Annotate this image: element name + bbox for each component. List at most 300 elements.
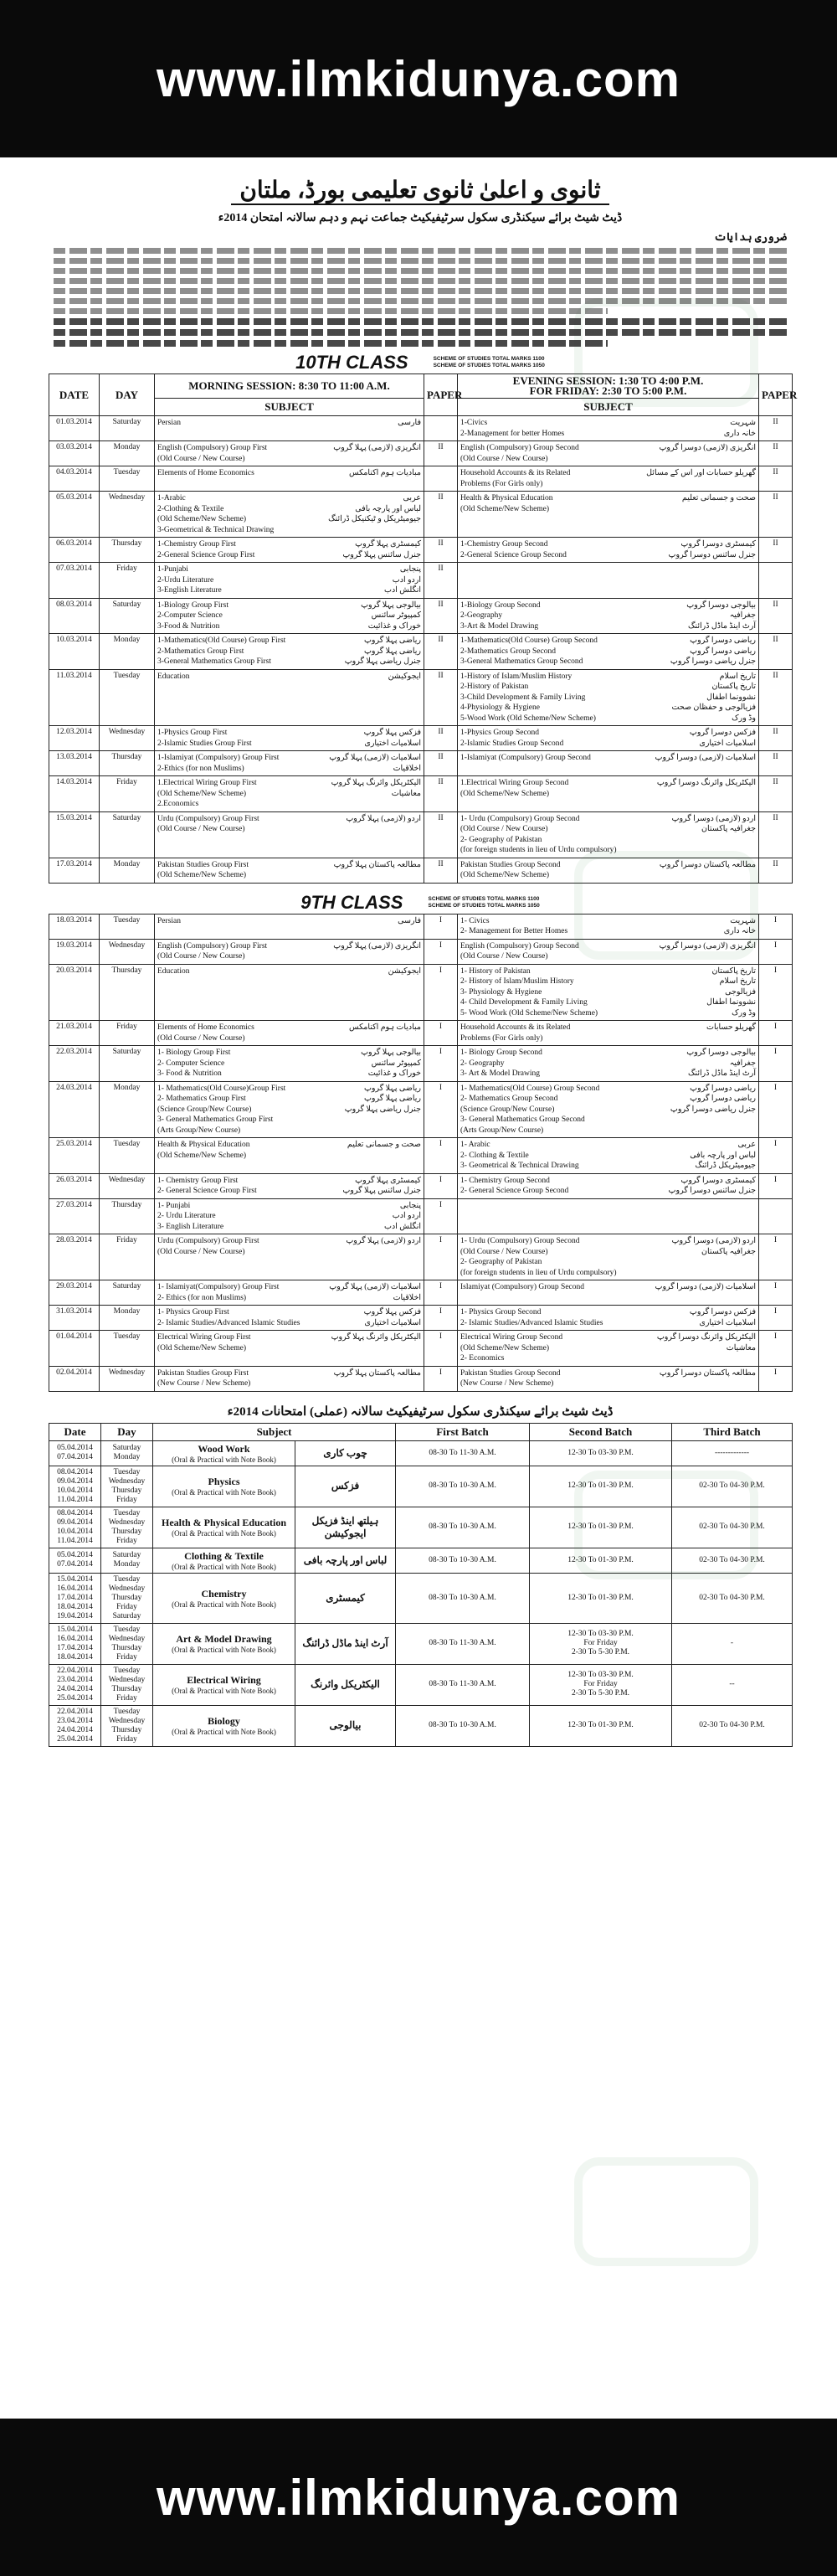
exam-row — [49, 416, 793, 441]
exam-row — [49, 1173, 793, 1198]
morning-subject — [155, 1081, 424, 1138]
morning-subject-english: Persian — [157, 916, 181, 925]
second-batch-time: 12-30 To 01-30 P.M. — [530, 1548, 672, 1573]
evening-subject — [458, 1198, 759, 1234]
morning-paper: II — [424, 441, 458, 466]
evening-subject-english: 1-Chemistry Group Second 2-General Science Group Second — [460, 540, 567, 559]
evening-subject — [458, 598, 759, 634]
exam-row — [49, 1198, 793, 1234]
exam-row — [49, 964, 793, 1021]
evening-subject-english: Household Accounts & its Related Problems (For Girls only) — [460, 469, 571, 488]
morning-subject-english: Pakistan Studies Group First (New Course / New Scheme) — [157, 1368, 251, 1388]
morning-subject-english: Education — [157, 966, 190, 976]
evening-subject-english: 1-Mathematics(Old Course) Group Second 2-Mathematics Group Second 3-General Mathematics Group Second — [460, 636, 598, 666]
evening-subject-urdu: بیالوجی دوسرا گروپ جغرافیہ آرٹ اینڈ ماڈل ڈرائنگ — [686, 600, 756, 631]
morning-subject — [155, 1173, 424, 1198]
morning-subject — [155, 1021, 424, 1046]
practical-subject-note: (Oral & Practical with Note Book) — [172, 1529, 276, 1538]
board-title: ثانوی و اعلیٰ ثانوی تعلیمی بورڈ، ملتان — [49, 176, 792, 204]
evening-paper: II — [759, 441, 793, 466]
morning-subject — [155, 1366, 424, 1391]
second-batch-time: 12-30 To 01-30 P.M. — [530, 1573, 672, 1623]
evening-paper: II — [759, 669, 793, 726]
morning-subject-english: Persian — [157, 419, 181, 427]
practical-subject-name: Art & Model Drawing — [176, 1633, 272, 1645]
practical-days: Saturday Monday — [101, 1440, 153, 1466]
exam-row — [49, 492, 793, 538]
evening-paper: II — [759, 726, 793, 751]
morning-subject — [155, 964, 424, 1021]
morning-subject-urdu: اسلامیات (لازمی) پہلا گروپ اخلاقیات — [329, 1283, 421, 1302]
instructions-heading: ضروری ہدایات — [713, 230, 787, 243]
evening-subject — [458, 751, 759, 776]
exam-row — [49, 1234, 793, 1280]
practical-subject-note: (Oral & Practical with Note Book) — [172, 1600, 276, 1609]
evening-subject-urdu: شہریت خانہ داری — [723, 419, 756, 438]
exam-day: Tuesday — [100, 1138, 155, 1174]
morning-subject-english: 1-Physics Group First 2-Islamic Studies Group First — [157, 729, 252, 748]
evening-subject-urdu: فزکس دوسرا گروپ اسلامیات اختیاری — [689, 1308, 756, 1327]
practical-subject-urdu: الیکٹریکل وائرنگ — [295, 1664, 396, 1705]
exam-day: Thursday — [100, 751, 155, 776]
evening-subject-urdu: اسلامیات (لازمی) دوسرا گروپ — [655, 754, 756, 762]
morning-subject-english: Urdu (Compulsory) Group First (Old Course / New Course) — [157, 1237, 259, 1256]
exam-day: Wednesday — [100, 1366, 155, 1391]
evening-paper: II — [759, 598, 793, 634]
class9-rows — [49, 914, 793, 1391]
morning-subject — [155, 598, 424, 634]
morning-subject — [155, 858, 424, 883]
morning-subject-english: Elements of Home Economics (Old Course / New Course) — [157, 1023, 254, 1043]
class9-scheme-note: SCHEME OF STUDIES TOTAL MARKS 1100 SCHEME OF STUDIES TOTAL MARKS 1050 — [428, 895, 540, 909]
evening-subject-urdu: گھریلو حسابات — [706, 1023, 756, 1032]
exam-date: 07.03.2014 — [49, 563, 100, 599]
practical-days: Tuesday Wednesday Thursday Friday — [101, 1466, 153, 1507]
morning-subject — [155, 1138, 424, 1174]
evening-subject — [458, 776, 759, 812]
exam-date: 27.03.2014 — [49, 1198, 100, 1234]
evening-paper: I — [759, 939, 793, 964]
subject-header: SUBJECT — [458, 399, 759, 416]
exam-day: Saturday — [100, 1046, 155, 1082]
morning-paper: I — [424, 1173, 458, 1198]
third-batch-time: 02-30 To 04-30 P.M. — [672, 1705, 793, 1746]
morning-subject-english: Elements of Home Economics — [157, 469, 254, 477]
morning-paper: II — [424, 811, 458, 858]
morning-subject-urdu: ریاضی پہلا گروپ ریاضی پہلا گروپ جنرل ریاضی پہلا گروپ — [344, 1084, 421, 1114]
morning-subject-english: Urdu (Compulsory) Group First (Old Course / New Course) — [157, 814, 259, 833]
morning-subject — [155, 1306, 424, 1331]
evening-subject — [458, 563, 759, 599]
evening-subject — [458, 1021, 759, 1046]
exam-day: Tuesday — [100, 669, 155, 726]
evening-paper: I — [759, 1081, 793, 1138]
morning-paper: II — [424, 726, 458, 751]
practical-subject — [153, 1507, 295, 1548]
evening-subject — [458, 1366, 759, 1391]
morning-paper: II — [424, 634, 458, 670]
class10-table — [49, 374, 798, 884]
date-sheet-subtitle: ڈیٹ شیٹ برائے سیکنڈری سکول سرٹیفیکیٹ جماعت نہم و دہم سالانہ امتحان 2014ء — [218, 212, 623, 224]
practical-subject-urdu: ہیلتھ اینڈ فزیکل ایجوکیشن — [295, 1507, 396, 1548]
evening-subject-english: 1.Electrical Wiring Group Second (Old Scheme/New Scheme) — [460, 779, 569, 798]
morning-paper: II — [424, 776, 458, 812]
morning-subject-english: 1-Mathematics(Old Course) Group First 2-Mathematics Group First 3-General Mathematics Group First — [157, 636, 286, 666]
morning-subject-urdu: اردو (لازمی) پہلا گروپ — [346, 814, 421, 823]
morning-paper: I — [424, 964, 458, 1021]
morning-subject — [155, 811, 424, 858]
evening-subject-urdu: اردو (لازمی) دوسرا گروپ جغرافیہ پاکستان — [671, 814, 756, 833]
exam-date: 31.03.2014 — [49, 1306, 100, 1331]
evening-subject — [458, 964, 759, 1021]
first-batch-time: 08-30 To 10-30 A.M. — [396, 1573, 530, 1623]
morning-subject-english: Education — [157, 672, 190, 681]
exam-row — [49, 563, 793, 599]
exam-row — [49, 538, 793, 563]
practical-dates: 22.04.2014 23.04.2014 24.04.2014 25.04.2014 — [49, 1705, 101, 1746]
morning-subject-english: 1-Biology Group First 2-Computer Science 3-Food & Nutrition — [157, 600, 229, 631]
morning-subject — [155, 939, 424, 964]
practical-subject-name: Chemistry — [201, 1587, 247, 1600]
exam-row — [49, 1306, 793, 1331]
exam-day: Friday — [100, 1021, 155, 1046]
practical-days: Tuesday Wednesday Thursday Friday — [101, 1664, 153, 1705]
second-batch-time: 12-30 To 01-30 P.M. — [530, 1705, 672, 1746]
morning-paper: I — [424, 1306, 458, 1331]
third-batch-time: 02-30 To 04-30 P.M. — [672, 1507, 793, 1548]
practical-subject-note: (Oral & Practical with Note Book) — [172, 1728, 276, 1736]
practical-subject-name: Health & Physical Education — [161, 1517, 286, 1528]
morning-subject — [155, 538, 424, 563]
evening-subject-english: 1- Chemistry Group Second 2- General Science Group Second — [460, 1176, 569, 1195]
morning-subject-english: 1-Chemistry Group First 2-General Science Group First — [157, 540, 255, 559]
evening-subject-urdu: شہریت خانہ داری — [723, 916, 756, 935]
exam-day: Wednesday — [100, 1173, 155, 1198]
morning-subject-english: Electrical Wiring Group First (Old Scheme/New Scheme) — [157, 1333, 251, 1352]
exam-date: 21.03.2014 — [49, 1021, 100, 1046]
evening-subject — [458, 669, 759, 726]
evening-subject-english: Islamiyat (Compulsory) Group Second — [460, 1283, 585, 1291]
morning-paper: II — [424, 538, 458, 563]
evening-paper: II — [759, 416, 793, 441]
exam-row — [49, 1046, 793, 1082]
evening-subject — [458, 492, 759, 538]
exam-day: Thursday — [100, 964, 155, 1021]
evening-subject — [458, 441, 759, 466]
morning-subject-english: English (Compulsory) Group First (Old Course / New Course) — [157, 941, 268, 961]
practical-row — [49, 1623, 793, 1664]
exam-day: Saturday — [100, 416, 155, 441]
watermark-logo-icon — [574, 2157, 758, 2266]
exam-row — [49, 1138, 793, 1174]
exam-row — [49, 1331, 793, 1367]
practical-dates: 08.04.2014 09.04.2014 10.04.2014 11.04.2014 — [49, 1466, 101, 1507]
exam-row — [49, 1081, 793, 1138]
evening-paper: II — [759, 634, 793, 670]
morning-paper: I — [424, 1331, 458, 1367]
practical-subject-urdu: فزکس — [295, 1466, 396, 1507]
morning-paper: I — [424, 1198, 458, 1234]
evening-paper: I — [759, 1138, 793, 1174]
exam-date: 08.03.2014 — [49, 598, 100, 634]
day-header: DAY — [100, 374, 155, 416]
evening-paper: I — [759, 1234, 793, 1280]
morning-subject-urdu: کیمسٹری پہلا گروپ جنرل سائنس پہلا گروپ — [342, 540, 421, 559]
site-banner-bottom: www.ilmkidunya.com — [0, 2419, 837, 2576]
exam-date: 15.03.2014 — [49, 811, 100, 858]
morning-subject-urdu: صحت و جسمانی تعلیم — [347, 1141, 421, 1149]
class10-title: 10TH CLASS — [295, 352, 408, 373]
evening-subject-urdu: الیکٹریکل وائرنگ دوسرا گروپ — [656, 779, 756, 787]
exam-row — [49, 466, 793, 492]
first-batch-time: 08-30 To 10-30 A.M. — [396, 1466, 530, 1507]
evening-paper: I — [759, 914, 793, 939]
first-batch-time: 08-30 To 10-30 A.M. — [396, 1507, 530, 1548]
third-batch-time: 02-30 To 04-30 P.M. — [672, 1548, 793, 1573]
morning-subject-urdu: انگریزی (لازمی) پہلا گروپ — [333, 444, 421, 452]
morning-subject-english: 1-Arabic 2-Clothing & Textile (Old Scheme/New Scheme) 3-Geometrical & Technical Drawing — [157, 494, 275, 534]
exam-day: Monday — [100, 441, 155, 466]
practical-subject-note: (Oral & Practical with Note Book) — [172, 1646, 276, 1654]
morning-paper: II — [424, 563, 458, 599]
third-batch-time: -- — [672, 1664, 793, 1705]
morning-subject — [155, 1331, 424, 1367]
morning-paper — [424, 466, 458, 492]
exam-row — [49, 726, 793, 751]
evening-subject — [458, 634, 759, 670]
evening-subject-urdu: تاریخ اسلام تاریخ پاکستان نشوونما اطفال فزیالوجی و حفظان صحت وڈ ورک — [671, 672, 756, 723]
evening-paper: II — [759, 751, 793, 776]
practical-subject — [153, 1664, 295, 1705]
morning-subject-urdu: مبادیات ہوم اکنامکس — [348, 1023, 421, 1032]
evening-subject-urdu: ریاضی دوسرا گروپ ریاضی دوسرا گروپ جنرل ریاضی دوسرا گروپ — [670, 1084, 756, 1114]
exam-day: Monday — [100, 858, 155, 883]
morning-subject-urdu: اسلامیات (لازمی) پہلا گروپ اخلاقیات — [329, 754, 421, 773]
exam-date: 04.03.2014 — [49, 466, 100, 492]
watermark-logo-icon — [574, 1471, 758, 1579]
evening-subject-urdu: مطالعہ پاکستان دوسرا گروپ — [659, 1368, 756, 1378]
morning-subject — [155, 914, 424, 939]
exam-date: 01.04.2014 — [49, 1331, 100, 1367]
morning-subject-urdu: ریاضی پہلا گروپ ریاضی پہلا گروپ جنرل ریاضی پہلا گروپ — [344, 636, 421, 666]
first-batch-time: 08-30 To 10-30 A.M. — [396, 1705, 530, 1746]
morning-subject — [155, 416, 424, 441]
morning-paper: I — [424, 1081, 458, 1138]
exam-row — [49, 669, 793, 726]
class10-rows — [49, 416, 793, 884]
morning-paper: II — [424, 858, 458, 883]
exam-date: 03.03.2014 — [49, 441, 100, 466]
evening-subject-english: 1- Biology Group Second 2- Geography 3- Art & Model Drawing — [460, 1048, 542, 1078]
second-batch-time: 12-30 To 01-30 P.M. — [530, 1466, 672, 1507]
exam-date: 28.03.2014 — [49, 1234, 100, 1280]
morning-subject-urdu: ایجوکیشن — [388, 672, 421, 681]
second-batch-time: 12-30 To 03-30 P.M. For Friday 2-30 To 5-30 P.M. — [530, 1664, 672, 1705]
morning-subject-urdu: عربی لباس اور پارچہ بافی جیومیٹریکل و ٹیکنیکل ڈرائنگ — [328, 494, 421, 523]
instructions-block — [49, 230, 792, 347]
practical-row — [49, 1573, 793, 1623]
exam-date: 19.03.2014 — [49, 939, 100, 964]
exam-row — [49, 441, 793, 466]
evening-subject — [458, 416, 759, 441]
third-batch-header: Third Batch — [672, 1423, 793, 1440]
evening-subject-english: 1-Civics 2-Management for better Homes — [460, 419, 565, 438]
evening-subject-english: 1- Arabic 2- Clothing & Textile 3- Geometrical & Technical Drawing — [460, 1141, 579, 1170]
evening-paper — [759, 563, 793, 599]
morning-subject — [155, 634, 424, 670]
practical-subject-urdu: چوب کاری — [295, 1440, 396, 1466]
morning-subject-urdu: کیمسٹری پہلا گروپ جنرل سائنس پہلا گروپ — [342, 1176, 421, 1195]
second-batch-time: 12-30 To 03-30 P.M. For Friday 2-30 To 5-30 P.M. — [530, 1623, 672, 1664]
practical-days: Saturday Monday — [101, 1548, 153, 1573]
morning-subject-urdu: مطالعہ پاکستان پہلا گروپ — [333, 1368, 421, 1378]
morning-subject-urdu: فارسی — [398, 419, 421, 427]
practical-days: Tuesday Wednesday Thursday Friday — [101, 1705, 153, 1746]
practical-subject-note: (Oral & Practical with Note Book) — [172, 1455, 276, 1464]
exam-day: Friday — [100, 776, 155, 812]
evening-subject — [458, 1306, 759, 1331]
morning-subject-urdu: انگریزی (لازمی) پہلا گروپ — [333, 941, 421, 951]
evening-subject-english: 1- Urdu (Compulsory) Group Second (Old Course / New Course) 2- Geography of Pakistan (for foreign students in lieu of Urdu compulsory) — [460, 1237, 617, 1277]
paper-header: PAPER — [424, 374, 458, 416]
evening-session-header: EVENING SESSION: 1:30 TO 4:00 P.M. FOR FRIDAY: 2:30 TO 5:00 P.M. — [458, 374, 759, 399]
exam-day: Monday — [100, 1306, 155, 1331]
evening-subject — [458, 1331, 759, 1367]
practical-subject-name: Physics — [208, 1476, 240, 1487]
exam-date: 11.03.2014 — [49, 669, 100, 726]
evening-paper: II — [759, 811, 793, 858]
exam-date: 02.04.2014 — [49, 1366, 100, 1391]
morning-subject-english: 1- Punjabi 2- Urdu Literature 3- English Literature — [157, 1201, 224, 1231]
morning-subject-english: English (Compulsory) Group First (Old Course / New Course) — [157, 444, 268, 463]
evening-paper: II — [759, 776, 793, 812]
morning-subject-urdu: پنجابی اردو ادب انگلش ادب — [384, 1201, 421, 1231]
practical-title: ڈیٹ شیٹ برائے سیکنڈری سکول سرٹیفیکیٹ سالانہ (عملی) امتحانات 2014ء — [227, 1404, 614, 1419]
morning-subject-english: 1-Punjabi 2-Urdu Literature 3-English Literature — [157, 565, 222, 595]
practical-subject-urdu: بیالوجی — [295, 1705, 396, 1746]
evening-paper: I — [759, 1173, 793, 1198]
evening-paper: I — [759, 1331, 793, 1367]
exam-date: 25.03.2014 — [49, 1138, 100, 1174]
exam-day: Wednesday — [100, 492, 155, 538]
morning-subject-urdu: پنجابی اردو ادب انگلش ادب — [384, 565, 421, 595]
practical-subject — [153, 1705, 295, 1746]
evening-subject-english: Pakistan Studies Group Second (Old Scheme/New Scheme) — [460, 860, 561, 879]
evening-subject-english: 1- History of Pakistan 2- History of Islam/Muslim History 3- Physiology & Hygiene 4- Child Development & Family Living 5- Wood Work (Old Scheme/New Scheme) — [460, 966, 598, 1018]
practical-subject-note: (Oral & Practical with Note Book) — [172, 1562, 276, 1571]
exam-day: Saturday — [100, 811, 155, 858]
morning-subject-english: 1.Electrical Wiring Group First (Old Scheme/New Scheme) 2.Economics — [157, 779, 257, 808]
evening-subject — [458, 1173, 759, 1198]
second-batch-header: Second Batch — [530, 1423, 672, 1440]
exam-day: Wednesday — [100, 726, 155, 751]
paper-header: PAPER — [759, 374, 793, 416]
site-banner-top: www.ilmkidunya.com — [0, 0, 837, 157]
evening-subject-urdu: کیمسٹری دوسرا گروپ جنرل سائنس دوسرا گروپ — [668, 540, 756, 559]
evening-subject-urdu: ریاضی دوسرا گروپ ریاضی دوسرا گروپ جنرل ریاضی دوسرا گروپ — [670, 636, 756, 666]
morning-subject — [155, 1280, 424, 1306]
third-batch-time: - — [672, 1623, 793, 1664]
practical-subject-urdu: آرٹ اینڈ ماڈل ڈرائنگ — [295, 1623, 396, 1664]
practical-dates: 22.04.2014 23.04.2014 24.04.2014 25.04.2014 — [49, 1664, 101, 1705]
first-batch-time: 08-30 To 11-30 A.M. — [396, 1664, 530, 1705]
exam-date: 01.03.2014 — [49, 416, 100, 441]
evening-subject-english: 1- Civics 2- Management for Better Homes — [460, 916, 568, 935]
evening-subject-urdu: انگریزی (لازمی) دوسرا گروپ — [659, 444, 756, 452]
morning-paper: II — [424, 751, 458, 776]
exam-date: 29.03.2014 — [49, 1280, 100, 1306]
morning-subject-english: Health & Physical Education (Old Scheme/New Scheme) — [157, 1141, 250, 1160]
exam-date: 05.03.2014 — [49, 492, 100, 538]
evening-subject-english: English (Compulsory) Group Second (Old Course / New Course) — [460, 444, 579, 463]
practical-row — [49, 1705, 793, 1746]
exam-row — [49, 634, 793, 670]
evening-subject-urdu: کیمسٹری دوسرا گروپ جنرل سائنس دوسرا گروپ — [668, 1176, 756, 1195]
morning-subject-english: 1- Biology Group First 2- Computer Science 3- Food & Nutrition — [157, 1048, 231, 1078]
morning-subject-english: Pakistan Studies Group First (Old Scheme/New Scheme) — [157, 860, 249, 879]
morning-paper: I — [424, 939, 458, 964]
evening-paper: I — [759, 1021, 793, 1046]
morning-paper: I — [424, 1138, 458, 1174]
evening-subject — [458, 1138, 759, 1174]
evening-subject-urdu: انگریزی (لازمی) دوسرا گروپ — [659, 941, 756, 951]
morning-subject-english: 1-Islamiyat (Compulsory) Group First 2-Ethics (for non Muslims) — [157, 754, 280, 773]
evening-paper: I — [759, 964, 793, 1021]
practical-subject-name: Clothing & Textile — [184, 1549, 264, 1562]
practical-date-header: Date — [49, 1423, 101, 1440]
practical-subject-name: Biology — [208, 1715, 240, 1727]
exam-row — [49, 751, 793, 776]
evening-subject-english: English (Compulsory) Group Second (Old Course / New Course) — [460, 941, 579, 961]
evening-subject-urdu: مطالعہ پاکستان دوسرا گروپ — [659, 860, 756, 869]
exam-day: Saturday — [100, 598, 155, 634]
practical-subject — [153, 1623, 295, 1664]
morning-paper: I — [424, 1234, 458, 1280]
practical-subject-name: Wood Work — [198, 1442, 250, 1455]
exam-row — [49, 1021, 793, 1046]
practical-row — [49, 1664, 793, 1705]
class10-scheme-note: SCHEME OF STUDIES TOTAL MARKS 1100 SCHEME OF STUDIES TOTAL MARKS 1050 — [433, 356, 545, 368]
morning-subject — [155, 441, 424, 466]
practical-row — [49, 1440, 793, 1466]
evening-subject-urdu: الیکٹریکل وائرنگ دوسرا گروپ معاشیات — [656, 1333, 756, 1352]
evening-subject-english: Electrical Wiring Group Second (Old Scheme/New Scheme) 2- Economics — [460, 1333, 563, 1363]
evening-paper — [759, 1198, 793, 1234]
class9-title: 9TH CLASS — [300, 891, 403, 913]
evening-subject — [458, 1280, 759, 1306]
evening-subject-english: 1-Biology Group Second 2-Geography 3-Art & Model Drawing — [460, 600, 541, 631]
practical-day-header: Day — [101, 1423, 153, 1440]
evening-subject-urdu: تاریخ پاکستان تاریخ اسلام فزیالوجی نشوونما اطفال وڈ ورک — [706, 966, 756, 1018]
third-batch-time: 02-30 To 04-30 P.M. — [672, 1573, 793, 1623]
morning-subject-english: 1- Mathematics(Old Course)Group First 2- Mathematics Group First (Science Group/New Course) 3- General Mathematics Group First (Arts Group/New Course) — [157, 1084, 286, 1135]
second-batch-time: 12-30 To 01-30 P.M. — [530, 1507, 672, 1548]
morning-subject — [155, 1046, 424, 1082]
practical-days: Tuesday Wednesday Thursday Friday — [101, 1507, 153, 1548]
evening-subject — [458, 726, 759, 751]
evening-subject-english: 1- Urdu (Compulsory) Group Second (Old Course / New Course) 2- Geography of Pakistan (for foreign students in lieu of Urdu compulsory) — [460, 814, 617, 854]
morning-paper: I — [424, 1366, 458, 1391]
exam-date: 24.03.2014 — [49, 1081, 100, 1138]
evening-subject — [458, 466, 759, 492]
evening-paper: II — [759, 466, 793, 492]
exam-date: 18.03.2014 — [49, 914, 100, 939]
practical-subject-urdu: لباس اور پارچہ بافی — [295, 1548, 396, 1573]
evening-paper: I — [759, 1366, 793, 1391]
morning-subject-urdu: بیالوجی پہلا گروپ کمپیوٹر سائنس خوراک و غذائیت — [361, 600, 421, 631]
morning-paper: I — [424, 1046, 458, 1082]
first-batch-header: First Batch — [396, 1423, 530, 1440]
